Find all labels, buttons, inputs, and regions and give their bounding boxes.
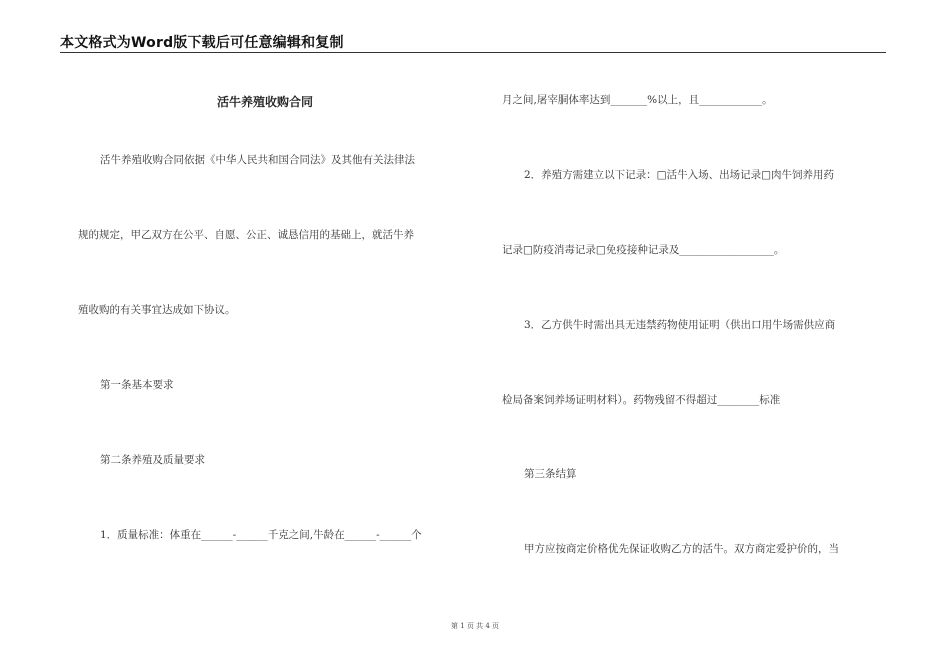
contract-title: 活牛养殖收购合同	[216, 95, 313, 109]
section-heading: 第二条养殖及质量要求	[100, 454, 205, 466]
section-heading: 第一条基本要求	[100, 379, 174, 391]
left-column	[60, 60, 470, 620]
paragraph-line: 活牛养殖收购合同依据《中华人民共和国合同法》及其他有关法律法	[100, 154, 415, 166]
paragraph-line: 规的规定，甲乙双方在公平、自愿、公正、诚恳信用的基础上，就活牛养	[78, 229, 414, 241]
section-heading: 第三条结算	[524, 468, 577, 480]
paragraph-line: 月之间,屠宰胴体率达到_______%以上，且____________。	[502, 94, 773, 106]
download-banner: 本文格式为Word版下载后可任意编辑和复制	[60, 35, 344, 51]
page-number: 第 1 页 共 4 页	[450, 622, 500, 630]
paragraph-line: 3．乙方供牛时需出具无违禁药物使用证明（供出口用牛场需供应商	[524, 319, 836, 331]
paragraph-line: 检局备案饲养场证明材料）。药物残留不得超过________标准	[502, 394, 781, 406]
header-divider	[60, 52, 886, 53]
right-column	[498, 60, 888, 620]
paragraph-line: 记录□防疫消毒记录□免疫接种记录及__________________。	[502, 244, 785, 256]
paragraph-line: 殖收购的有关事宜达成如下协议。	[78, 304, 236, 316]
paragraph-line: 甲方应按商定价格优先保证收购乙方的活牛。双方商定爱护价的，当	[524, 543, 839, 555]
paragraph-line: 1．质量标准：体重在______-______千克之间,牛龄在______-______个	[100, 529, 422, 541]
paragraph-line: 2．养殖方需建立以下记录：□活牛入场、出场记录□肉牛饲养用药	[524, 169, 835, 181]
